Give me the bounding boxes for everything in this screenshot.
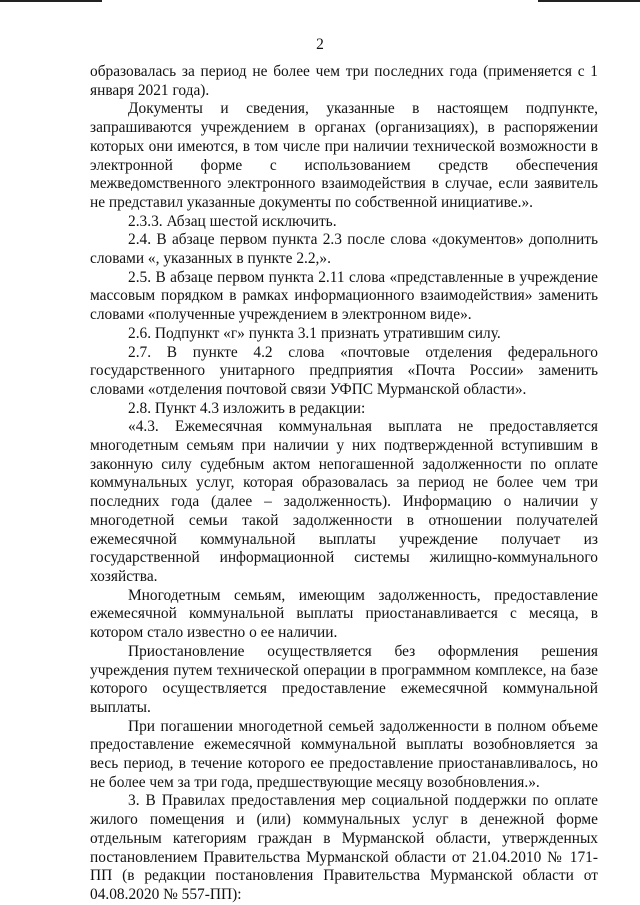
- paragraph: 2.6. Подпункт «г» пункта 3.1 признать утратившим силу.: [128, 324, 501, 342]
- top-rule-right: [538, 0, 640, 2]
- paragraph: образовалась за период не более чем три последних года (применяется с 1 января 2021 года).: [90, 63, 598, 99]
- paragraph: 2.5. В абзаце первом пункта 2.11 слова «представленные в учреждение массовым порядком в рамках информационного взаимодействия» заменить словами «полученные учреждением в электронном виде».: [90, 268, 598, 324]
- page-number: 2: [316, 36, 324, 53]
- paragraph: «4.3. Ежемесячная коммунальная выплата не предоставляется многодетным семьям при наличии у них подтвержденной вступившим в законную силу судебным актом непогашенной задолженности по оплате коммунальных услуг, которая образовалась за период не более чем три последних года (далее – задолженность). Информацию о наличии у многодетной семьи такой задолженности в отношении получателей ежемесячной коммунальной выплаты учреждение получает из государственной информационной системы жилищно-коммунального хозяйства.: [90, 418, 598, 585]
- paragraph: 3. В Правилах предоставления мер социальной поддержки по оплате жилого помещения и (или) коммунальных услуг в денежной форме отдельным категориям граждан в Мурманской области, утвержденных постановлением Правительства Мурманской области от 21.04.2010 № 171-ПП (в редакции постановления Правительства Мурманской области от 04.08.2020 № 557-ПП):: [90, 792, 598, 903]
- document-body: [90, 63, 598, 905]
- paragraph: 2.7. В пункте 4.2 слова «почтовые отделения федерального государственного унитарного предприятия «Почта России» заменить словами «отделения почтовой связи УФПС Мурманской области».: [90, 343, 598, 398]
- paragraph: 2.8. Пункт 4.3 изложить в редакции:: [128, 399, 366, 417]
- top-rule-left: [0, 0, 102, 2]
- paragraph: 2.4. В абзаце первом пункта 2.3 после слова «документов» дополнить словами «, указанных в пункте 2.2,».: [90, 231, 598, 268]
- paragraph: 2.3.3. Абзац шестой исключить.: [128, 212, 337, 230]
- paragraph: Приостановление осуществляется без оформления решения учреждения путем технической операции в программном комплексе, на базе которого осуществляется предоставление ежемесячной коммунальной выплаты.: [90, 642, 598, 716]
- paragraph: При погашении многодетной семьей задолженности в полном объеме предоставление ежемесячной коммунальной выплаты возобновляется за весь период, в течение которого ее предоставление приостанавливалось, но не более чем за три года, предшествующие месяцу возобновления.».: [90, 717, 598, 791]
- paragraph: Многодетным семьям, имеющим задолженность, предоставление ежемесячной коммунальной выплаты приостанавливается с месяца, в котором стало известно о ее наличии.: [90, 586, 598, 642]
- paragraph: Документы и сведения, указанные в настоящем подпункте, запрашиваются учреждением в органах (организациях), в распоряжении которых они имеются, в том числе при наличии технической возможности в электронной форме с использованием средств обеспечения межведомственного электронного взаимодействия в случае, если заявитель не представил указанные документы по собственной инициативе.».: [90, 100, 598, 211]
